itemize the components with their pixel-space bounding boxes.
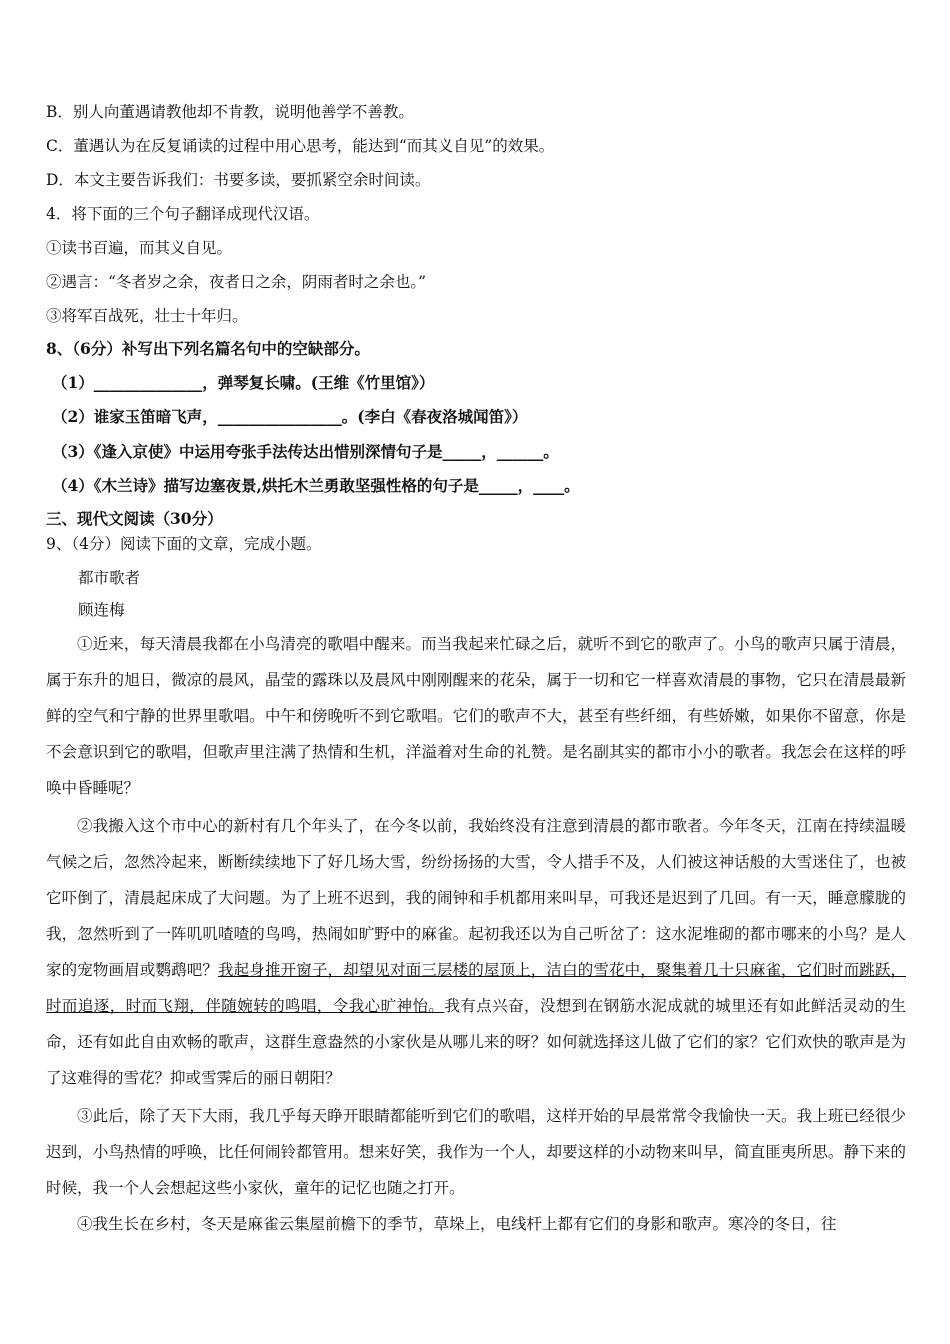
q4-stem: 4．将下面的三个句子翻译成现代汉语。 [46, 205, 320, 223]
q4-sentence-1: ①读书百遍，而其义自见。 [46, 239, 233, 257]
underlined-sentence: 我起身推开窗子，却望见对面三层楼的屋顶上，洁白的雪花中，聚集着几十只麻雀，它们时而跳跃，时而追逐，时而飞翔，伴随婉转的鸣唱，令我心旷神怡。 [46, 961, 906, 1015]
article-paragraph-3: ③此后，除了天下大雨，我几乎每天睁开眼睛都能听到它们的歌唱，这样开始的早晨常常令我愉快一天。我上班已经很少迟到，小鸟热情的呼唤，比任何闹铃都管用。想来好笑，我作为一个人，却要这样的小动物来叫早，简直匪夷所思。静下来的时候，我一个人会想起这些小家伙，童年的记忆也随之打开。 [46, 1107, 906, 1197]
article-paragraph-1: ①近来，每天清晨我都在小鸟清亮的歌唱中醒来。而当我起来忙碌之后，就听不到它的歌声了。小鸟的歌声只属于清晨，属于东升的旭日，微凉的晨风，晶莹的露珠以及晨风中刚刚醒来的花朵，属于一切和它一样喜欢清晨的事物，它只在清晨最新鲜的空气和宁静的世界里歌唱。中午和傍晚听不到它歌唱。它们的歌声不大，甚至有些纤细，有些娇嫩，如果你不留意，你是不会意识到它的歌唱，但歌声里注满了热情和生机，洋溢着对生命的礼赞。是名副其实的都市小小的歌者。我怎会在这样的呼唤中昏睡呢？ [46, 635, 906, 797]
q8-item-1: （1）______________，弹琴复长啸。(王维《竹里馆》） [52, 373, 435, 392]
article-title: 都市歌者 [78, 569, 141, 587]
q4-sentence-2: ②遇言：“冬者岁之余，夜者日之余，阴雨者时之余也。” [46, 273, 427, 291]
article-paragraph-2-text: ②我搬入这个市中心的新村有几个年头了，在今冬以前，我始终没有注意到清晨的都市歌者。今年冬天，江南在持续温暖气候之后，忽然冷起来，断断续续地下了好几场大雪，纷纷扬扬的大雪，令人措手不及，人们被这神话般的大雪迷住了，也被它吓倒了，清晨起床成了大问题。为了上班不迟到，我的闹钟和手机都用来叫早，可我还是迟到了几回。有一天，睡意朦胧的我，忽然听到了一阵叽叽喳喳的鸟鸣，热闹如旷野中的麻雀。起初我还以为自己听岔了：这水泥堆砌的都市哪来的小鸟？是人家的宠物画眉或鹦鹉吧？ [46, 817, 906, 979]
q3-option-b: B．别人向董遇请教他却不肯教，说明他善学不善教。 [46, 103, 414, 121]
article-paragraph-2-tail: 我有点兴奋，没想到在钢筋水泥成就的城里还有如此鲜活灵动的生命，还有如此自由欢畅的歌声，这群生意盎然的小家伙是从哪儿来的呀？如何就选择这儿做了它们的家？它们欢快的歌声是为了这难得的雪花？抑或雪霁后的丽日朝阳？ [46, 997, 906, 1087]
section-3-heading: 三、现代文阅读（30分） [46, 509, 223, 528]
q9-stem: 9、（4分）阅读下面的文章，完成小题。 [46, 535, 322, 553]
article-author: 顾连梅 [78, 601, 125, 619]
q8-item-4: （4）《木兰诗》描写边塞夜景,烘托木兰勇敢坚强性格的句子是_____，____。 [52, 476, 580, 495]
q8-stem: 8、（6分）补写出下列名篇名句中的空缺部分。 [46, 339, 370, 358]
q8-item-2: （2）谁家玉笛暗飞声，________________。(李白《春夜洛城闻笛》） [52, 407, 528, 426]
article-paragraph-4: ④我生长在乡村，冬天是麻雀云集屋前檐下的季节，草垛上，电线杆上都有它们的身影和歌声。寒冷的冬日，往 [77, 1215, 837, 1233]
q3-option-c: C．董遇认为在反复诵读的过程中用心思考，能达到“而其义自见”的效果。 [46, 137, 555, 155]
q3-option-d: D．本文主要告诉我们：书要多读，要抓紧空余时间读。 [46, 171, 431, 189]
q4-sentence-3: ③将军百战死，壮士十年归。 [46, 307, 248, 325]
q8-item-3: （3）《逢入京使》中运用夸张手法传达出惜别深情句子是_____，______。 [52, 442, 559, 461]
article-paragraph-2 [46, 808, 906, 1096]
